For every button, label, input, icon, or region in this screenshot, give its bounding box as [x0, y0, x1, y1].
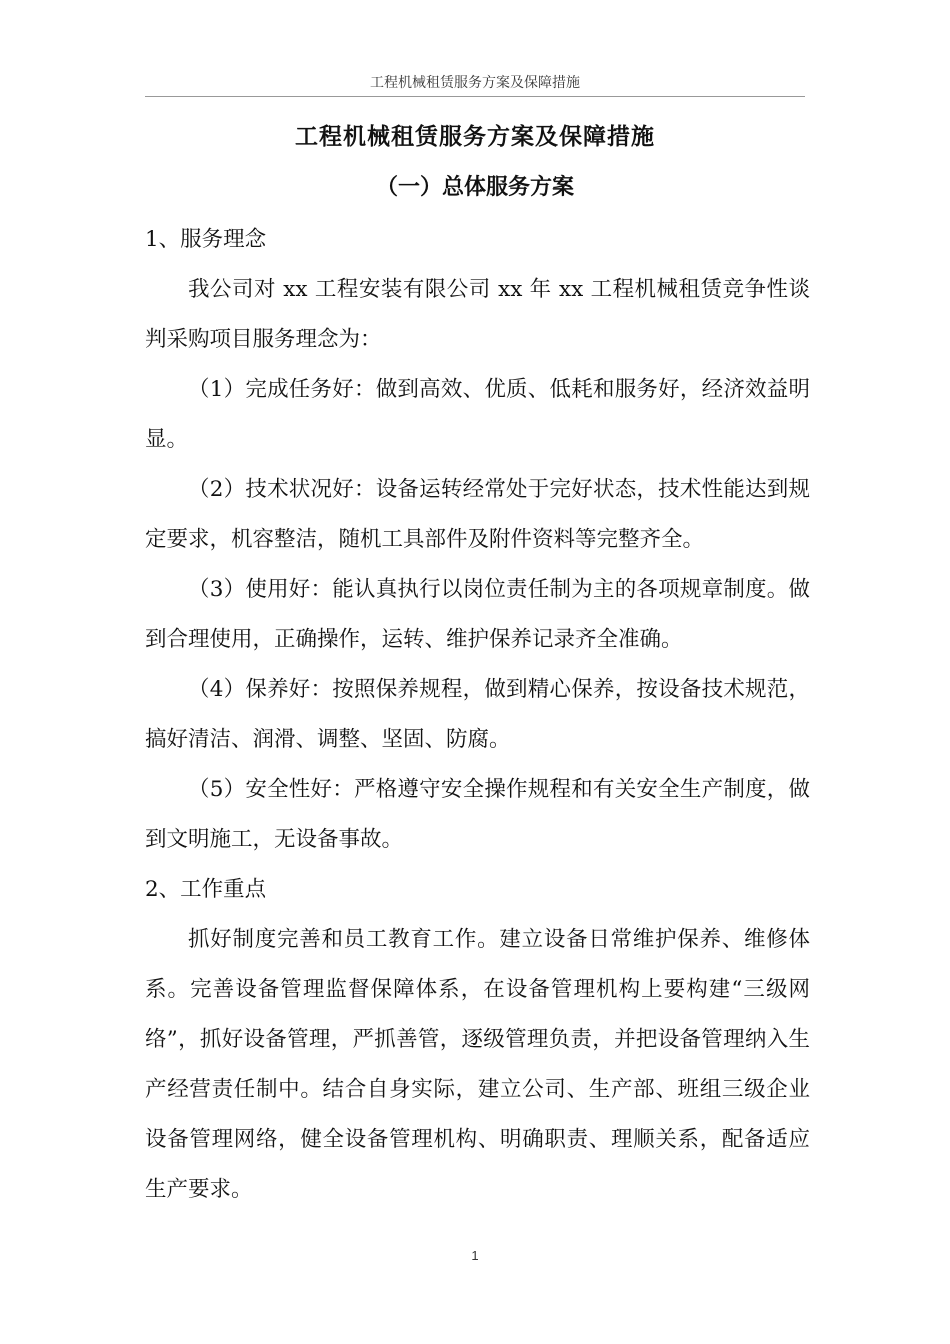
- list-item-2: （2）技术状况好：设备运转经常处于完好状态，技术性能达到规定要求，机容整洁，随机工具部件及附件资料等完整齐全。: [145, 477, 810, 552]
- subheading-service-concept: 1、服务理念: [145, 227, 267, 252]
- list-item-5: （5）安全性好：严格遵守安全操作规程和有关安全生产制度，做到文明施工，无设备事故。: [145, 777, 810, 852]
- running-header: 工程机械租赁服务方案及保障措施: [370, 75, 580, 91]
- subheading-work-focus: 2、工作重点: [145, 877, 267, 902]
- section-title: （一）总体服务方案: [375, 175, 574, 200]
- list-item-1: （1）完成任务好：做到高效、优质、低耗和服务好，经济效益明显。: [145, 377, 810, 452]
- list-item-4: （4）保养好：按照保养规程，做到精心保养，按设备技术规范，搞好清洁、润滑、调整、坚固、防腐。: [145, 677, 810, 752]
- page-number: 1: [471, 1248, 479, 1263]
- header-divider: [145, 96, 805, 97]
- paragraph-intro: 我公司对 xx 工程安装有限公司 xx 年 xx 工程机械租赁竞争性谈判采购项目服务理念为：: [145, 277, 810, 352]
- document-body: [145, 215, 810, 1215]
- document-title: 工程机械租赁服务方案及保障措施: [295, 124, 655, 150]
- paragraph-work-focus: 抓好制度完善和员工教育工作。建立设备日常维护保养、维修体系。完善设备管理监督保障体系，在设备管理机构上要构建“三级网络”，抓好设备管理，严抓善管，逐级管理负责，并把设备管理纳入生产经营责任制中。结合自身实际，建立公司、生产部、班组三级企业设备管理网络，健全设备管理机构、明确职责、理顺关系，配备适应生产要求。: [145, 927, 810, 1202]
- list-item-3: （3）使用好：能认真执行以岗位责任制为主的各项规章制度。做到合理使用，正确操作，运转、维护保养记录齐全准确。: [145, 577, 810, 652]
